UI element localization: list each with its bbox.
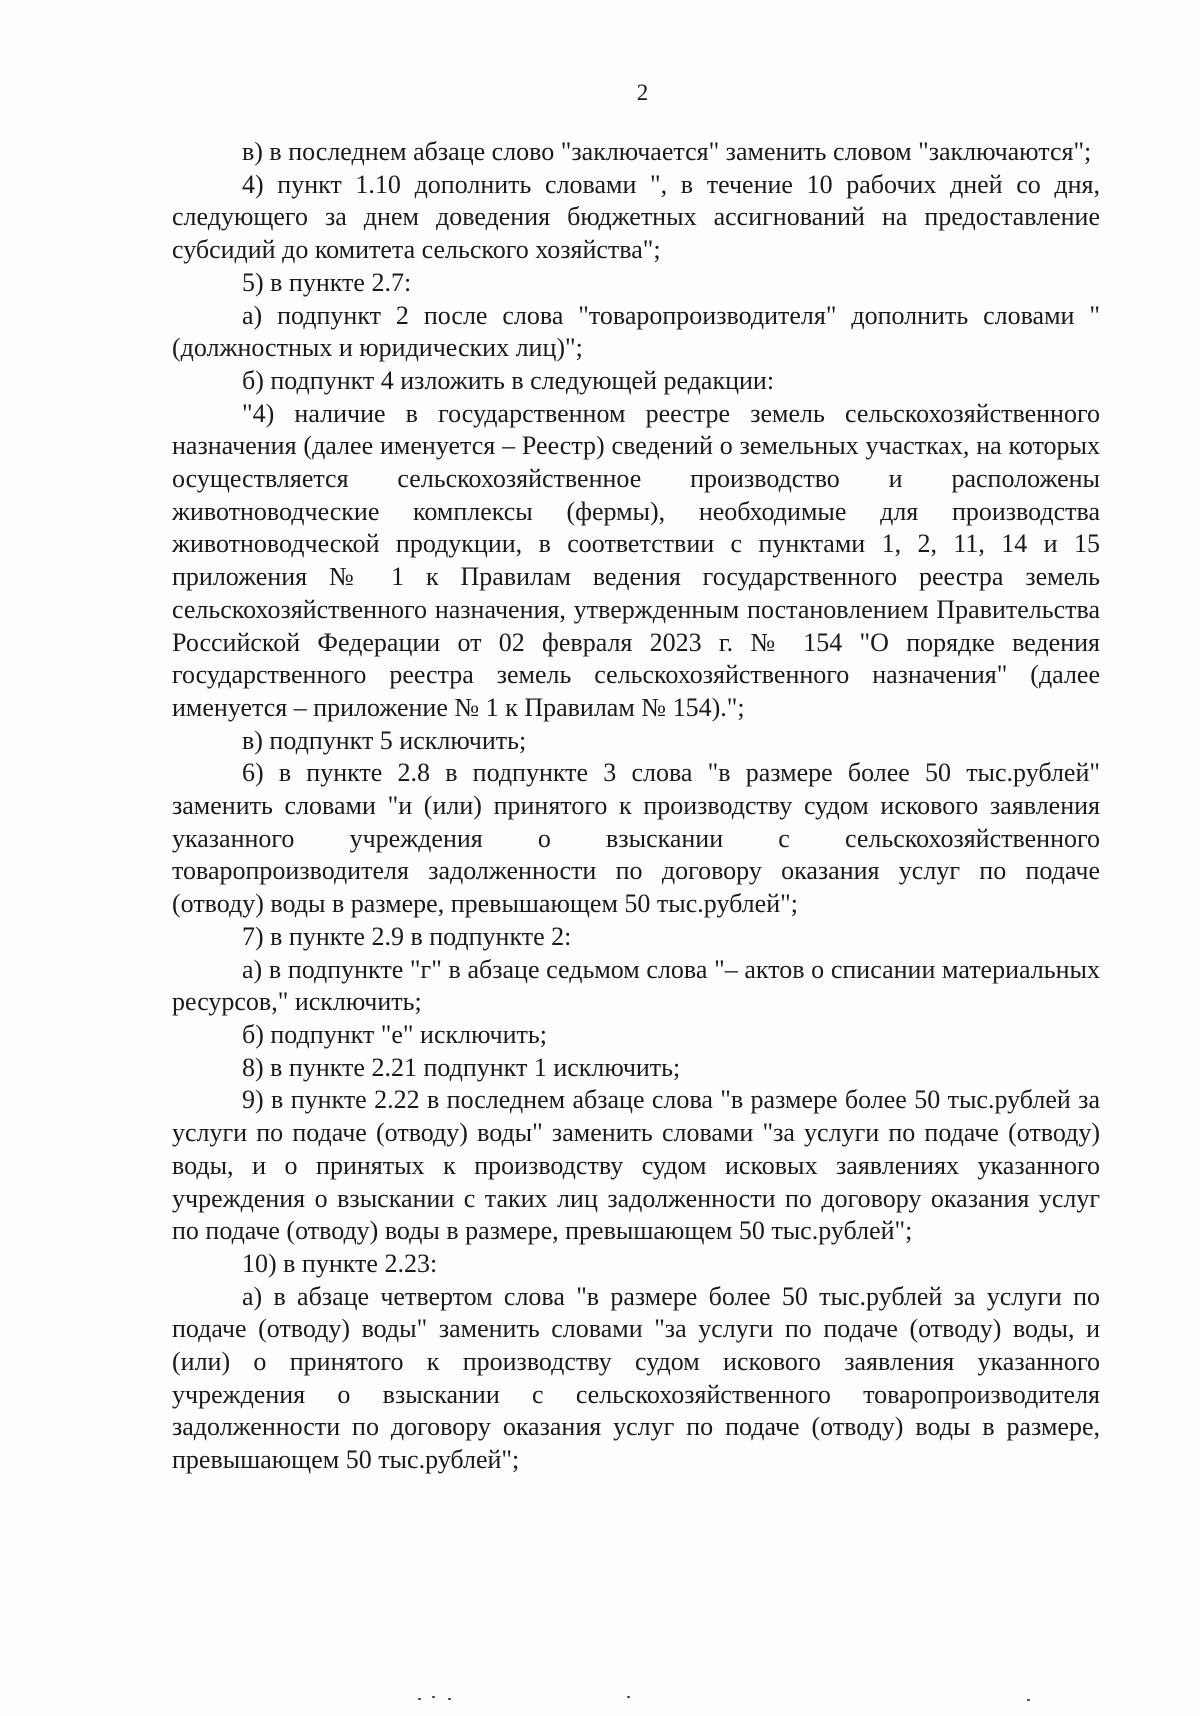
paragraph-new-subpoint-4: "4) наличие в государственном реестре земель сельскохозяйственного назначения (далее именуется – Реестр) сведений о земельных участках, на которых осуществляется сельскохозяйственное производство и расположены животноводческие комплексы (фермы), необходимые для производства животноводческой продукции, в соответствии с пунктами 1, 2, 11, 14 и 15 приложения № 1 к Правилам ведения государственного реестра земель сельскохозяйственного назначения, утвержденным постановлением Правительства Российской Федерации от 02 февраля 2023 г. № 154 "О порядке ведения государственного реестра земель сельскохозяйственного назначения" (далее именуется – приложение № 1 к Правилам № 154)."; bbox=[172, 398, 1100, 722]
paragraph-item-5: 5) в пункте 2.7: bbox=[242, 267, 412, 297]
scan-speck bbox=[1027, 1699, 1030, 1701]
document-body bbox=[172, 136, 1100, 1477]
paragraph-item-8: 8) в пункте 2.21 подпункт 1 исключить; bbox=[242, 1052, 681, 1082]
scan-artifacts bbox=[0, 1690, 1200, 1710]
paragraph-item-6: 6) в пункте 2.8 в подпункте 3 слова "в размере более 50 тыс.рублей" заменить словами "и (или) принятого к производству судом искового заявления указанного учреждения о взыскании с сельскохозяйственного товаропроизводителя задолженности по договору оказания услуг по подаче (отводу) воды в размере, превышающем 50 тыс.рублей"; bbox=[172, 758, 1100, 919]
scan-speck bbox=[627, 1696, 630, 1698]
page-number: 2 bbox=[636, 80, 649, 105]
paragraph-v-last-abzac: в) в последнем абзаце слово "заключается" заменить словом "заключаются"; bbox=[242, 137, 1092, 166]
paragraph-item-5b: б) подпункт 4 изложить в следующей редакции: bbox=[242, 365, 775, 395]
paragraph-item-7: 7) в пункте 2.9 в подпункте 2: bbox=[242, 921, 572, 951]
paragraph-item-5v: в) подпункт 5 исключить; bbox=[242, 725, 527, 755]
scan-speck bbox=[418, 1698, 421, 1700]
paragraph-item-4: 4) пункт 1.10 дополнить словами ", в течение 10 рабочих дней со дня, следующего за днем доведения бюджетных ассигнований на предоставление субсидий до комитета сельского хозяйства"; bbox=[172, 169, 1100, 265]
paragraph-item-7a: а) в подпункте "г" в абзаце седьмом слова "– актов о списании материальных ресурсов," исключить; bbox=[172, 954, 1100, 1017]
paragraph-item-9: 9) в пункте 2.22 в последнем абзаце слова "в размере более 50 тыс.рублей за услуги по подаче (отводу) воды" заменить словами "за услуги по подаче (отводу) воды, и о принятых к производству судом исковых заявлениях указанного учреждения о взыскании с таких лиц задолженности по договору оказания услуг по подаче (отводу) воды в размере, превышающем 50 тыс.рублей"; bbox=[172, 1085, 1100, 1246]
paragraph-item-7b: б) подпункт "е" исключить; bbox=[242, 1019, 547, 1049]
paragraph-item-5a: а) подпункт 2 после слова "товаропроизводителя" дополнить словами "(должностных и юридических лиц)"; bbox=[172, 300, 1100, 363]
paragraph-item-10: 10) в пункте 2.23: bbox=[242, 1248, 438, 1278]
scan-speck bbox=[448, 1698, 451, 1700]
paragraph-item-10a: а) в абзаце четвертом слова "в размере более 50 тыс.рублей за услуги по подаче (отводу) воды" заменить словами "за услуги по подаче (отводу) воды, и (или) о принятого к производству судом искового заявления указанного учреждения о взыскании с сельскохозяйственного товаропроизводителя задолженности по договору оказания услуг по подаче (отводу) воды в размере, превышающем 50 тыс.рублей"; bbox=[172, 1281, 1100, 1475]
scan-speck bbox=[432, 1696, 435, 1698]
